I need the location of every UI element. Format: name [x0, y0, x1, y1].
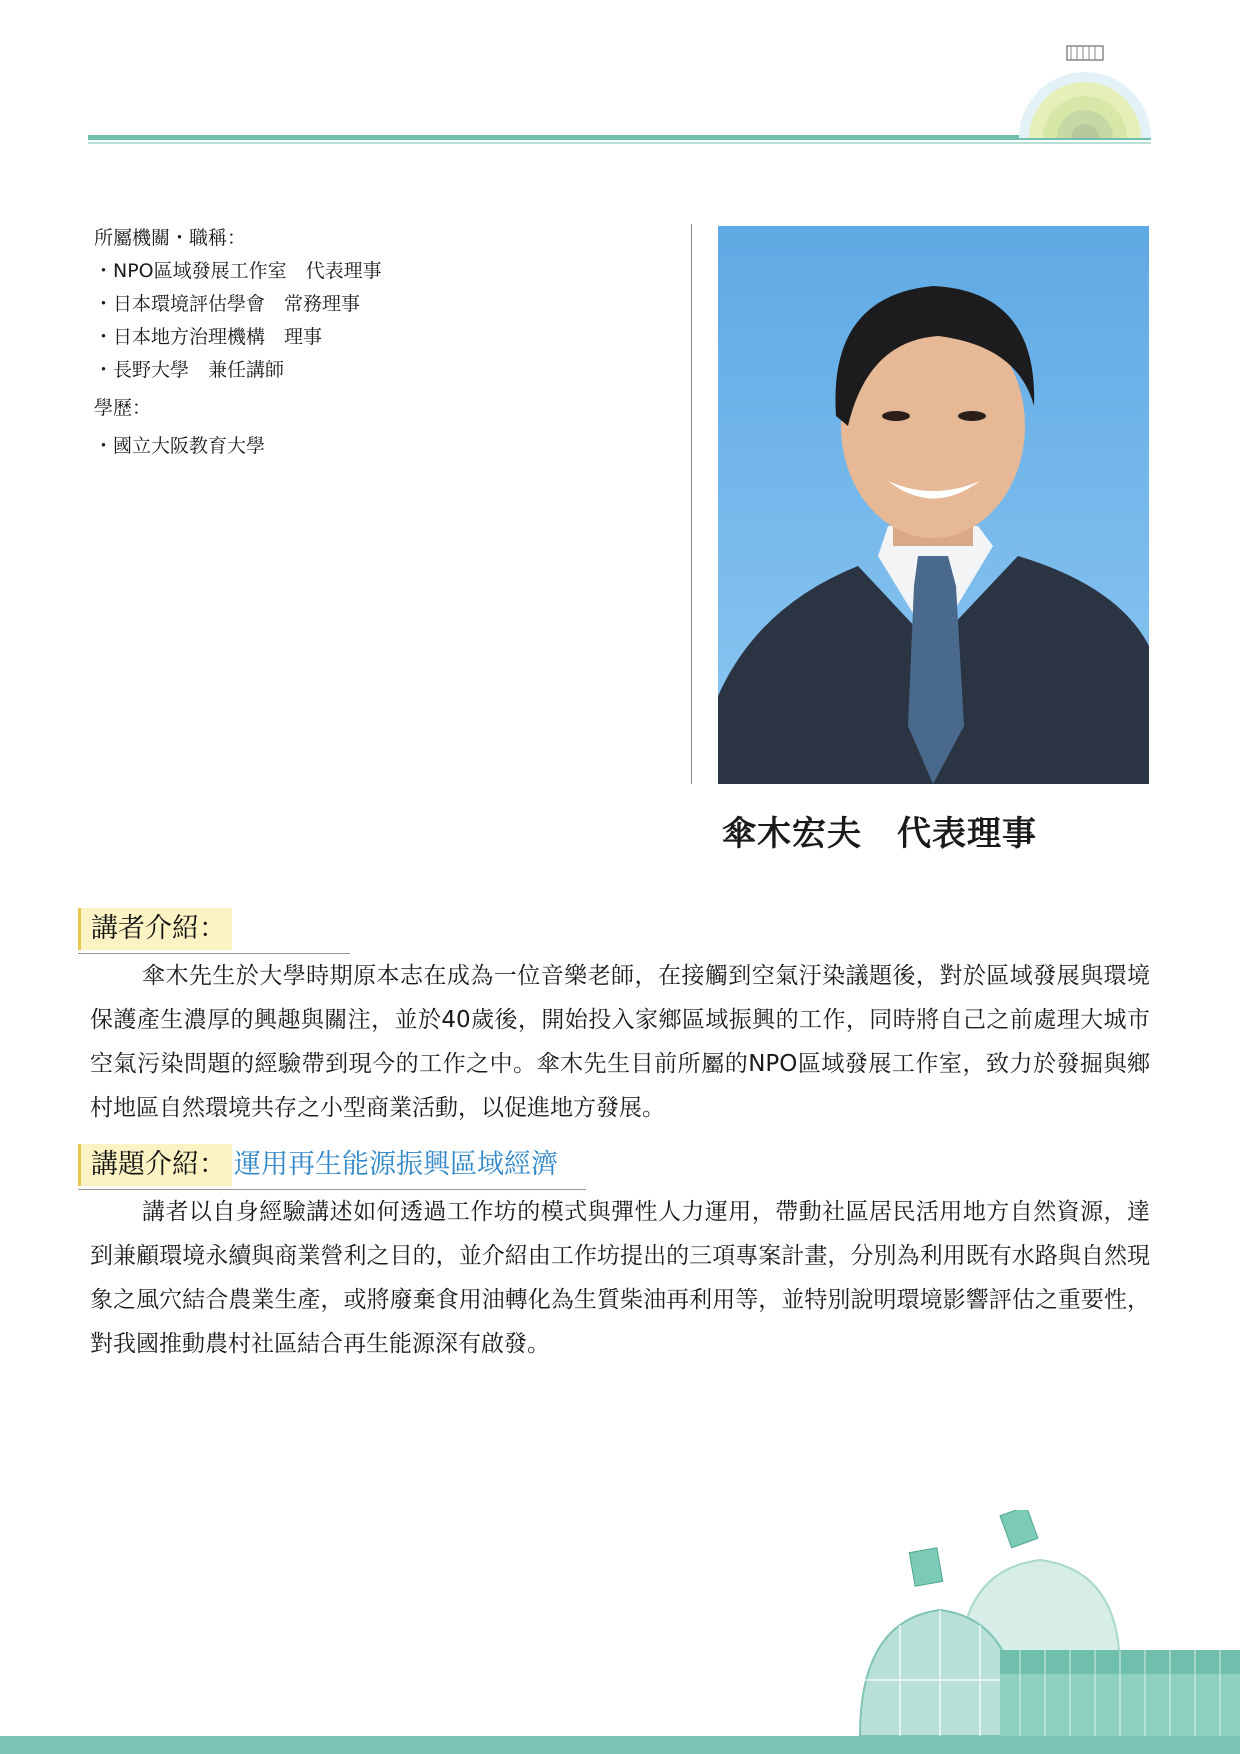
affiliation-item: ・日本環境評估學會 常務理事	[94, 293, 361, 315]
greenhouse-illustration	[840, 1510, 1240, 1754]
education-item: ・國立大阪教育大學	[94, 435, 266, 457]
topic-intro-label: 講題介紹：	[78, 1144, 232, 1186]
speaker-intro-heading	[78, 908, 232, 950]
affiliation-item: ・NPO區域發展工作室 代表理事	[94, 260, 382, 282]
speaker-intro-text: 傘木先生於大學時期原本志在成為一位音樂老師，在接觸到空氣汙染議題後，對於區域發展與環境保護產生濃厚的興趣與關注，並於40歲後，開始投入家鄉區域振興的工作，同時將自己之前處理大城市空氣污染問題的經驗帶到現今的工作之中。傘木先生目前所屬的NPO區域發展工作室，致力於發掘與鄉村地區自然環境共存之小型商業活動，以促進地方發展。	[90, 963, 1150, 1121]
vertical-divider	[691, 224, 692, 784]
header-rule-thin	[88, 142, 1151, 144]
affiliation-block	[94, 222, 382, 463]
affiliation-heading: 所屬機關・職稱：	[94, 227, 247, 249]
topic-intro-text: 講者以自身經驗講述如何透過工作坊的模式與彈性人力運用，帶動社區居民活用地方自然資源，達到兼顧環境永續與商業營利之目的，並介紹由工作坊提出的三項專案計畫，分別為利用既有水路與自然現象之風穴結合農業生產，或將廢棄食用油轉化為生質柴油再利用等，並特別說明環境影響評估之重要性，對我國推動農村社區結合再生能源深有啟發。	[90, 1199, 1150, 1357]
topic-intro-heading	[78, 1144, 560, 1186]
footer-bar	[0, 1736, 1240, 1754]
topic-title: 運用再生能源振興區域經濟	[234, 1149, 558, 1180]
affiliation-item: ・日本地方治理機構 理事	[94, 326, 323, 348]
header-rule	[88, 135, 1151, 140]
speaker-intro-label: 講者介紹：	[78, 908, 232, 950]
greenhouse-dome-emblem	[1015, 42, 1155, 142]
education-heading: 學歷：	[94, 397, 152, 419]
affiliation-item: ・長野大學 兼任講師	[94, 359, 285, 381]
speaker-portrait	[718, 226, 1149, 784]
speaker-name: 傘木宏夫 代表理事	[722, 814, 1037, 854]
